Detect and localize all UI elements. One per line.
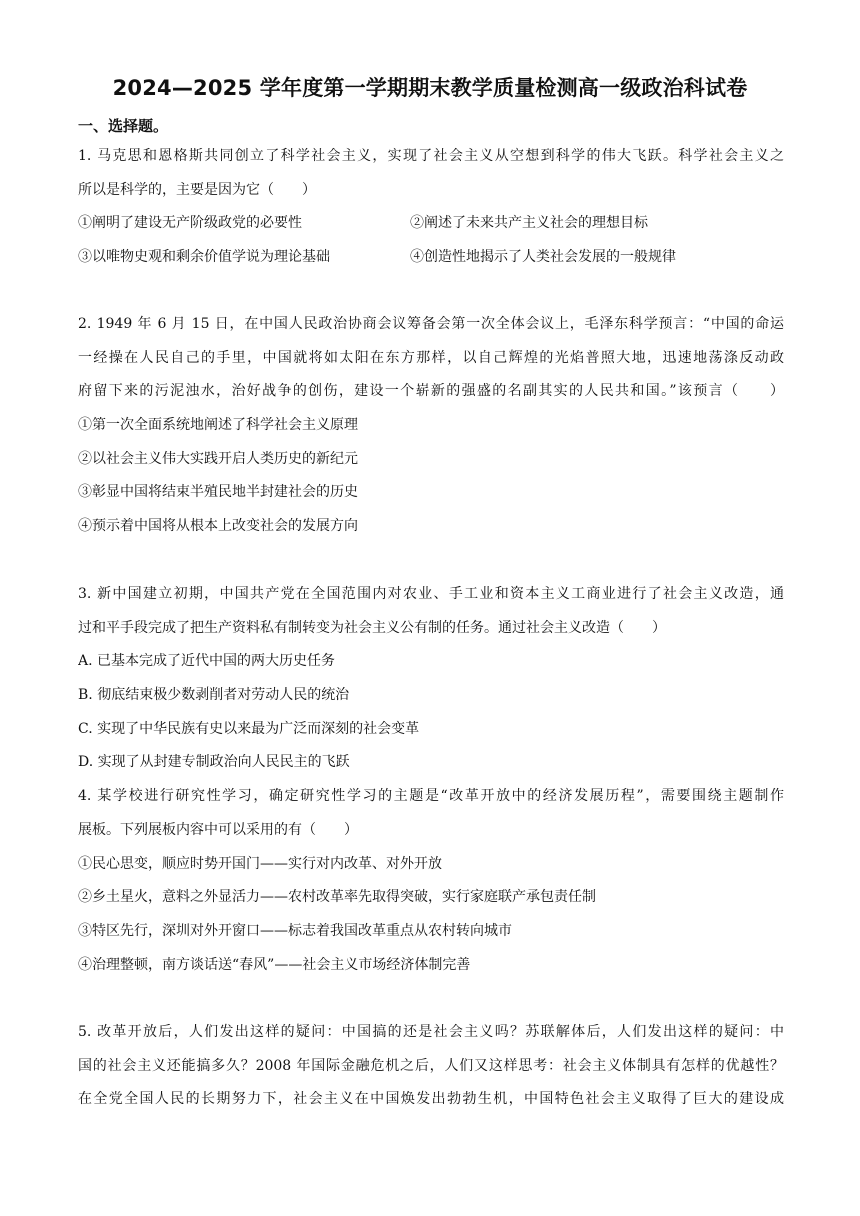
- q2-stem-line-1: 2. 1949 年 6 月 15 日，在中国人民政治协商会议筹备会第一次全体会议上，毛泽东科学预言：“中国的命运: [78, 316, 784, 332]
- q2-statement-4: ④预示着中国将从根本上改变社会的发展方向: [78, 518, 358, 534]
- q4-statement-2: ②乡土星火，意料之外显活力——农村改革率先取得突破，实行家庭联产承包责任制: [78, 889, 596, 905]
- q5-stem-line-1: 5. 改革开放后，人们发出这样的疑问：中国搞的还是社会主义吗？苏联解体后，人们发出这样的疑问：中: [78, 1024, 784, 1040]
- q3-stem-line-1: 3. 新中国建立初期，中国共产党在全国范围内对农业、手工业和资本主义工商业进行了社会主义改造，通: [78, 586, 784, 602]
- q1-statement-2: ②阐述了未来共产主义社会的理想目标: [410, 215, 648, 231]
- q4-statement-1: ①民心思变，顺应时势开国门——实行对内改革、对外开放: [78, 856, 442, 872]
- q1-statement-row-2: [78, 247, 784, 267]
- q4-stem-line-2: 展板。下列展板内容中可以采用的有（ ）: [78, 822, 358, 838]
- q1-stem-line-2: 所以是科学的，主要是因为它（ ）: [78, 182, 316, 198]
- q2-statement-1: ①第一次全面系统地阐述了科学社会主义原理: [78, 417, 358, 433]
- q2-statement-3: ③彰显中国将结束半殖民地半封建社会的历史: [78, 484, 358, 500]
- q5-stem-line-3: 在全党全国人民的长期努力下，社会主义在中国焕发出勃勃生机，中国特色社会主义取得了巨大的建设成: [78, 1091, 784, 1107]
- q2-stem-line-2: 一经操在人民自己的手里，中国就将如太阳在东方那样，以自己辉煌的光焰普照大地，迅速地荡涤反动政: [78, 350, 784, 366]
- q1-statement-4: ④创造性地揭示了人类社会发展的一般规律: [410, 249, 676, 265]
- section-heading: 一、选择题。: [78, 117, 169, 135]
- q3-stem-line-2: 过和平手段完成了把生产资料私有制转变为社会主义公有制的任务。通过社会主义改造（ ）: [78, 620, 666, 636]
- exam-title: 2024—2025 学年度第一学期期末教学质量检测高一级政治科试卷: [112, 76, 748, 100]
- q1-statement-3: ③以唯物史观和剩余价值学说为理论基础: [78, 249, 330, 265]
- q2-statement-2: ②以社会主义伟大实践开启人类历史的新纪元: [78, 451, 358, 467]
- q3-option-a[interactable]: A. 已基本完成了近代中国的两大历史任务: [78, 653, 336, 669]
- q3-option-b[interactable]: B. 彻底结束极少数剥削者对劳动人民的统治: [78, 687, 350, 703]
- q3-option-d[interactable]: D. 实现了从封建专制政治向人民民主的飞跃: [78, 754, 350, 770]
- q3-option-c[interactable]: C. 实现了中华民族有史以来最为广泛而深刻的社会变革: [78, 721, 420, 737]
- q4-statement-4: ④治理整顿，南方谈话送“春风”——社会主义市场经济体制完善: [78, 957, 471, 973]
- q4-stem-line-1: 4. 某学校进行研究性学习，确定研究性学习的主题是“改革开放中的经济发展历程”，需要围绕主题制作: [78, 788, 784, 804]
- q1-stem-line-1: 1. 马克思和恩格斯共同创立了科学社会主义，实现了社会主义从空想到科学的伟大飞跃。科学社会主义之: [78, 148, 784, 164]
- q5-stem-line-2: 国的社会主义还能搞多久？2008 年国际金融危机之后，人们又这样思考：社会主义体制具有怎样的优越性？: [78, 1058, 784, 1074]
- q2-stem-line-3: 府留下来的污泥浊水，治好战争的创伤，建设一个崭新的强盛的名副其实的人民共和国。”该预言（ ）: [78, 383, 784, 399]
- q4-statement-3: ③特区先行，深圳对外开窗口——标志着我国改革重点从农村转向城市: [78, 923, 512, 939]
- q1-statement-row-1: [78, 213, 784, 233]
- q1-statement-1: ①阐明了建设无产阶级政党的必要性: [78, 215, 302, 231]
